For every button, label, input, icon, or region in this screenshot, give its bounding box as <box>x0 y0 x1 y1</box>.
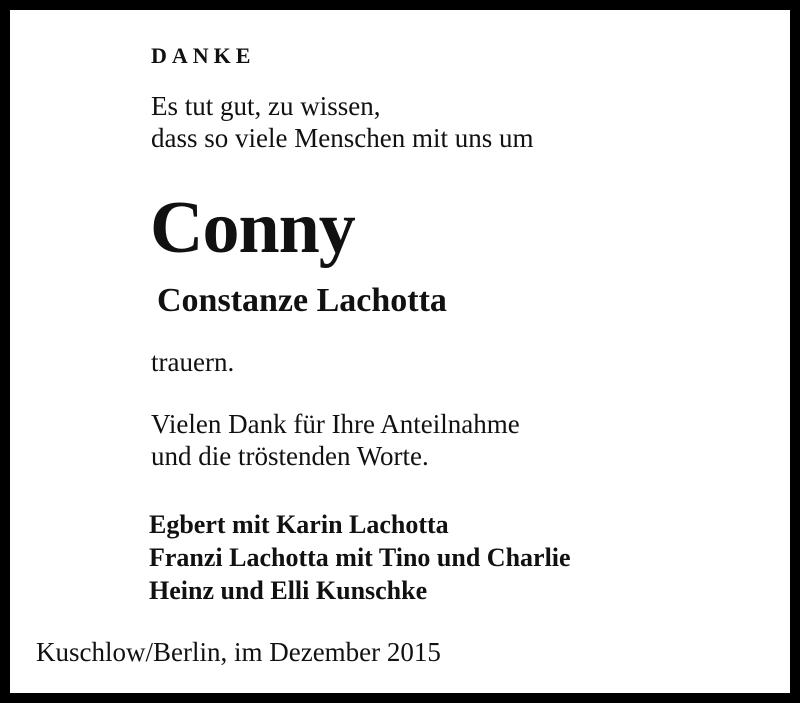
thanks-text <box>151 408 520 472</box>
intro-line: dass so viele Menschen mit uns um <box>151 123 534 153</box>
family-line: Franzi Lachotta mit Tino und Charlie <box>149 543 571 572</box>
intro-text <box>151 90 533 154</box>
deceased-full-name: Constanze Lachotta <box>157 282 447 319</box>
mourn-text: trauern. <box>151 347 235 377</box>
thanks-line: und die tröstenden Worte. <box>151 441 429 471</box>
family-signatures <box>149 508 571 607</box>
family-line: Egbert mit Karin Lachotta <box>149 510 449 539</box>
place-date: Kuschlow/Berlin, im Dezember 2015 <box>36 637 441 667</box>
thanks-line: Vielen Dank für Ihre Anteilnahme <box>151 409 520 439</box>
notice-heading: DANKE <box>151 43 256 68</box>
deceased-nickname: Conny <box>150 187 355 269</box>
intro-line: Es tut gut, zu wissen, <box>151 91 381 121</box>
family-line: Heinz und Elli Kunschke <box>149 576 428 605</box>
